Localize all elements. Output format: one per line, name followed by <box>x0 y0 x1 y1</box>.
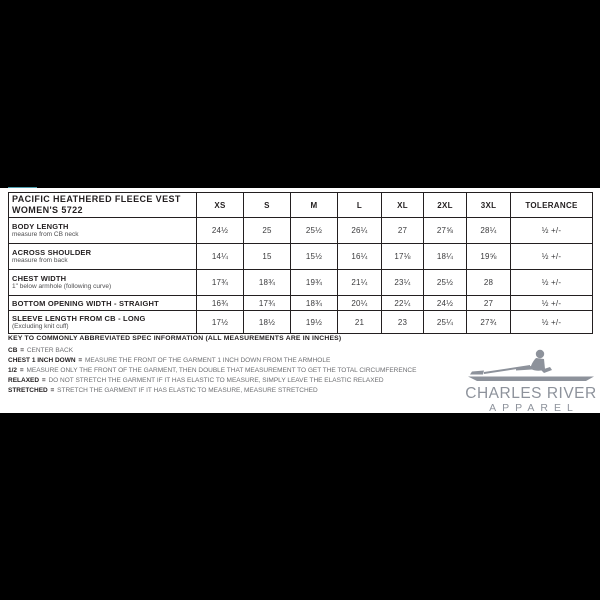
cell-tolerance: ½ +/- <box>511 311 593 334</box>
cell-tolerance: ½ +/- <box>511 270 593 296</box>
key-separator: = <box>41 377 46 384</box>
col-header-m: M <box>291 193 338 218</box>
cell-value: 24½ <box>424 296 467 311</box>
row-label-text: SLEEVE LENGTH FROM CB - LONG <box>12 313 146 323</box>
row-label-text: BOTTOM OPENING WIDTH - STRAIGHT <box>12 298 159 308</box>
cell-value: 17¾ <box>197 270 244 296</box>
key-title-text: KEY TO COMMONLY ABBREVIATED SPEC INFORMATION <box>8 335 204 342</box>
row-label-note: measure from CB neck <box>12 231 79 238</box>
col-header-2xl: 2XL <box>424 193 467 218</box>
cell-value: 22¼ <box>382 296 424 311</box>
cell-value: 28¼ <box>467 218 511 244</box>
table-row <box>9 296 593 311</box>
key-term: 1/2 <box>8 367 18 374</box>
cell-value: 25¼ <box>424 311 467 334</box>
row-label-text: ACROSS SHOULDER <box>12 248 92 257</box>
key-separator: = <box>78 357 83 364</box>
cell-value: 21¼ <box>338 270 382 296</box>
cell-value: 27¾ <box>467 311 511 334</box>
product-style-number: WOMEN'S 5722 <box>12 205 83 215</box>
col-header-3xl: 3XL <box>467 193 511 218</box>
key-term: CHEST 1 INCH DOWN <box>8 357 76 364</box>
row-label-body-length <box>9 218 197 244</box>
row-label-sleeve-length <box>9 311 197 334</box>
cell-value: 18¾ <box>244 270 291 296</box>
cell-value: 25½ <box>291 218 338 244</box>
cell-value: 17½ <box>197 311 244 334</box>
col-header-tolerance: TOLERANCE <box>511 193 593 218</box>
cell-value: 27 <box>467 296 511 311</box>
key-entry <box>8 346 458 356</box>
cell-value: 17⅛ <box>382 244 424 270</box>
cell-value: 28 <box>467 270 511 296</box>
row-label-bottom-opening <box>9 296 197 311</box>
row-label-note: measure from back <box>12 257 68 264</box>
key-title <box>8 335 458 342</box>
row-label-text: BODY LENGTH <box>12 222 69 231</box>
product-title-cell <box>9 193 197 218</box>
row-label-note: (Excluding knit cuff) <box>12 322 69 330</box>
cell-value: 15½ <box>291 244 338 270</box>
cell-value: 25 <box>244 218 291 244</box>
key-separator: = <box>50 387 55 394</box>
cell-value: 19½ <box>291 311 338 334</box>
cell-value: 18¼ <box>424 244 467 270</box>
row-label-chest-width <box>9 270 197 296</box>
key-entry <box>8 386 458 396</box>
rower-icon <box>468 348 594 384</box>
cell-value: 19¾ <box>291 270 338 296</box>
row-label-note: 1" below armhole (following curve) <box>12 283 112 290</box>
spec-sheet <box>0 188 600 413</box>
abbreviation-key <box>8 335 458 396</box>
key-term: CB <box>8 347 18 354</box>
cell-tolerance: ½ +/- <box>511 296 593 311</box>
key-definition: MEASURE ONLY THE FRONT OF THE GARMENT, THEN DOUBLE THAT MEASUREMENT TO GET THE TOTAL CIRCUMFERENCE <box>26 367 417 374</box>
key-definition: MEASURE THE FRONT OF THE GARMENT 1 INCH DOWN FROM THE ARMHOLE <box>84 357 331 364</box>
cell-value: 25½ <box>424 270 467 296</box>
cell-value: 27 <box>382 218 424 244</box>
key-entry <box>8 356 458 366</box>
key-term: RELAXED <box>8 377 40 384</box>
cell-value: 16¾ <box>197 296 244 311</box>
cell-value: 27⅝ <box>424 218 467 244</box>
cell-value: 17¾ <box>244 296 291 311</box>
row-label-across-shoulder <box>9 244 197 270</box>
cell-tolerance: ½ +/- <box>511 244 593 270</box>
cell-value: 21 <box>338 311 382 334</box>
cell-value: 23¼ <box>382 270 424 296</box>
col-header-xl: XL <box>382 193 424 218</box>
col-header-s: S <box>244 193 291 218</box>
cell-value: 23 <box>382 311 424 334</box>
table-row <box>9 311 593 334</box>
table-row <box>9 270 593 296</box>
table-row <box>9 218 593 244</box>
key-definition: DO NOT STRETCH THE GARMENT IF IT HAS ELASTIC TO MEASURE, SIMPLY LEAVE THE ELASTIC RELAXED <box>48 377 384 384</box>
cell-value: 14¼ <box>197 244 244 270</box>
cell-value: 15 <box>244 244 291 270</box>
row-label-text: CHEST WIDTH <box>12 274 67 283</box>
cell-value: 20¼ <box>338 296 382 311</box>
key-entry <box>8 366 458 376</box>
logo-subname: APPAREL <box>489 402 579 414</box>
key-definition: STRETCH THE GARMENT IF IT HAS ELASTIC TO MEASURE, MEASURE STRETCHED <box>57 387 318 394</box>
cell-value: 18½ <box>244 311 291 334</box>
cell-value: 19⅝ <box>467 244 511 270</box>
key-separator: = <box>20 347 24 354</box>
key-term: STRETCHED <box>8 387 48 394</box>
cell-tolerance: ½ +/- <box>511 218 593 244</box>
cell-value: 16¼ <box>338 244 382 270</box>
product-name: PACIFIC HEATHERED FLEECE VEST <box>12 194 181 204</box>
size-spec-table <box>8 192 593 334</box>
table-header-row <box>9 193 593 218</box>
cell-value: 24½ <box>197 218 244 244</box>
col-header-l: L <box>338 193 382 218</box>
key-separator: = <box>19 367 24 374</box>
key-title-suffix: (ALL MEASUREMENTS ARE IN INCHES) <box>205 335 342 342</box>
cell-value: 18¾ <box>291 296 338 311</box>
key-entry <box>8 376 458 386</box>
key-definition: CENTER BACK <box>26 347 74 354</box>
charles-river-logo <box>465 348 597 415</box>
col-header-xs: XS <box>197 193 244 218</box>
table-row <box>9 244 593 270</box>
logo-name: CHARLES RIVER <box>465 385 597 402</box>
cell-value: 26¼ <box>338 218 382 244</box>
